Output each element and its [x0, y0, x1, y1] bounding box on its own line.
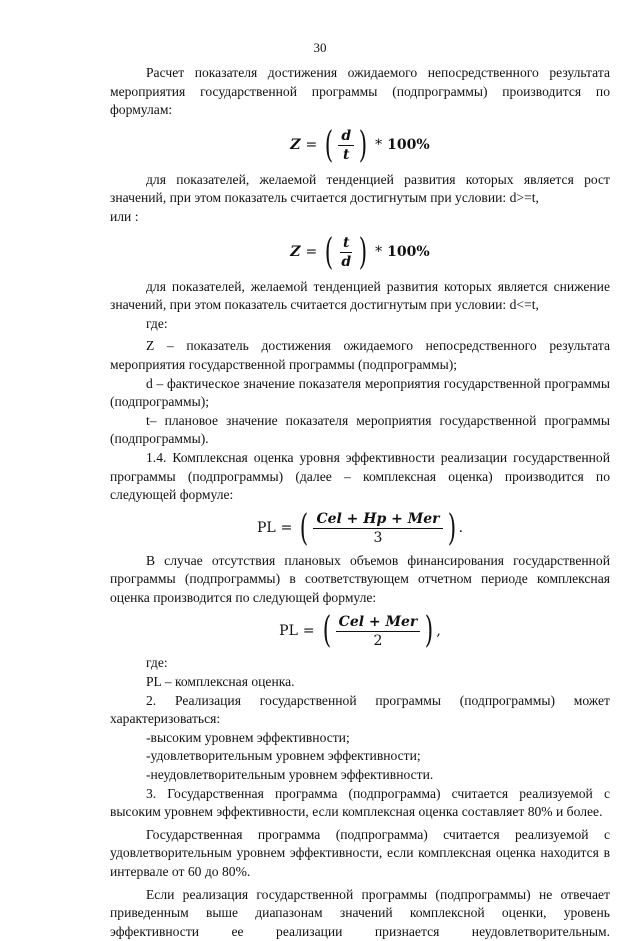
formula-lhs: Z — [290, 244, 301, 261]
paragraph-unsatisfactory-level: Если реализация государственной программы (подпрограммы) не отвечает приведенным выше диапазонам значений комплексной оценки, уровень эффективности ее реализации признается неудовлетворительным. — [110, 886, 610, 939]
denominator: t — [342, 147, 350, 164]
paragraph-where: где: — [146, 315, 168, 331]
denominator: 2 — [373, 632, 383, 649]
formula-lhs: PL — [256, 520, 276, 537]
paragraph-high-level: 3. Государственная программа (подпрограмма) считается реализуемой с высоким уровнем эффективности, если комплексная оценка составляет 80% и более. — [110, 785, 610, 820]
paragraph-satisfactory-level: Государственная программа (подпрограмма) считается реализуемой с удовлетворительным уровнем эффективности, если комплексная оценка находится в интервале от 60 до 80%. — [110, 826, 610, 879]
numerator: d — [338, 128, 354, 146]
numerator: Cel + Mer — [336, 614, 421, 632]
denominator: d — [341, 254, 352, 271]
formula-equals: = — [305, 137, 318, 154]
paragraph-no-financing: В случае отсутствия плановых объемов финансирования государственной программы (подпрограммы) в соответствующем отчетном периоде комплексная оценка производится по следующей формуле: — [110, 552, 610, 605]
denominator: 3 — [373, 530, 383, 547]
paragraph-where-2: где: — [146, 655, 168, 671]
page-number: 30 — [313, 40, 327, 55]
numerator: Cel + Hp + Mer — [313, 511, 442, 529]
document-body — [110, 64, 610, 941]
paragraph-levels: 2. Реализация государственной программы (подпрограммы) может характеризоваться: — [110, 692, 610, 727]
formula-z-growth: Z = ( $\frac{d}{t}$ ) * 100% — [290, 124, 430, 166]
fraction — [338, 235, 354, 270]
formula-percent: 100% — [387, 137, 430, 154]
formula-z-decline: Z = ( $\frac{t}{d}$ ) * 100% — [290, 231, 430, 273]
definition-pl: PL – комплексная оценка. — [146, 674, 295, 690]
fraction — [313, 511, 442, 546]
definition-d: d – фактическое значение показателя мероприятия государственной программы (подпрограммы); — [110, 375, 610, 410]
list-item-high: -высоким уровнем эффективности; — [146, 729, 350, 745]
formula-times: * — [375, 137, 383, 154]
paragraph-decline-condition: для показателей, желаемой тенденцией развития которых является снижение значений, при этом показатель считается достигнутым при условии: d<=t, — [110, 278, 610, 313]
paragraph-growth-condition: для показателей, желаемой тенденцией развития которых является рост значений, при этом показатель считается достигнутым при условии: d>=t, — [110, 171, 610, 206]
definition-z: Z – показатель достижения ожидаемого непосредственного результата мероприятия государственной программы (подпрограммы); — [110, 338, 610, 372]
formula-equals: = — [305, 244, 318, 261]
definition-t: t– плановое значение показателя мероприятия государственной программы (подпрограммы). — [110, 412, 610, 447]
formula-tail: . — [458, 520, 464, 537]
fraction — [338, 128, 354, 163]
formula-equals: = — [302, 623, 315, 640]
formula-tail: , — [436, 623, 441, 640]
formula-percent: 100% — [387, 244, 430, 261]
formula-pl-two: PL = ( $\frac{\text{Cel + Mer}}{2}$ ) , — [279, 610, 441, 652]
paragraph-intro: Расчет показателя достижения ожидаемого непосредственного результата мероприятия государственной программы (подпрограммы) производится по формулам: — [110, 65, 610, 118]
formula-equals: = — [280, 520, 293, 537]
numerator: t — [340, 235, 352, 253]
formula-times: * — [375, 244, 383, 261]
formula-lhs: Z — [290, 137, 301, 154]
fraction — [336, 614, 421, 649]
paragraph-complex-assessment: 1.4. Комплексная оценка уровня эффективности реализации государственной программы (подпрограммы) (далее – комплексная оценка) производится по следующей формуле: — [110, 449, 610, 503]
paragraph-or: или : — [110, 208, 139, 224]
list-item-satisfactory: -удовлетворительным уровнем эффективности; — [146, 748, 421, 764]
formula-pl-three: PL = ( $\frac{\text{Cel + Hp + Mer}}{3}$ ) . — [256, 507, 464, 549]
formula-lhs: PL — [279, 623, 298, 640]
list-item-unsatisfactory: -неудовлетворительным уровнем эффективности. — [146, 767, 434, 783]
